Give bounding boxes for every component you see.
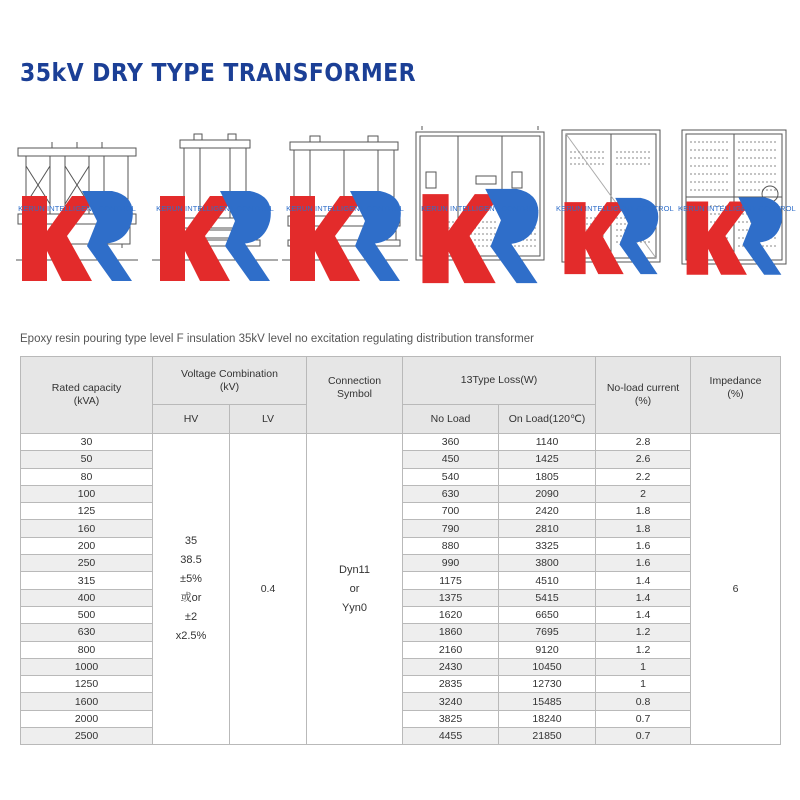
hv-cell-line: 35 <box>184 535 198 548</box>
on-load-cell: 12730 <box>499 676 596 693</box>
header-rated-capacity-text: Rated capacity (kVA) <box>51 382 122 407</box>
no-load-cell: 450 <box>403 451 499 468</box>
no-load-current-cell: 1 <box>596 676 691 693</box>
header-lv: LV <box>230 405 307 434</box>
watermark-text: KERUN INTELLIGENT CONTROL <box>156 204 274 213</box>
no-load-cell: 3240 <box>403 693 499 710</box>
no-load-current-cell: 2 <box>596 485 691 502</box>
header-rated-capacity <box>21 357 153 434</box>
capacity-cell: 1250 <box>21 676 153 693</box>
no-load-cell: 540 <box>403 468 499 485</box>
no-load-current-cell: 1.8 <box>596 520 691 537</box>
header-no-load-current-text: No-load current (%) <box>606 382 680 407</box>
capacity-cell: 1600 <box>21 693 153 710</box>
enclosure-rear-drawing <box>678 122 796 270</box>
on-load-cell: 1140 <box>499 434 596 451</box>
spec-table <box>20 356 781 745</box>
lv-cell: 0.4 <box>230 434 307 745</box>
no-load-current-cell: 2.6 <box>596 451 691 468</box>
watermark-text: KERUN INTELLIGENT CONTROL <box>421 204 539 213</box>
no-load-current-cell: 1.4 <box>596 589 691 606</box>
header-connection-symbol-text: Connection Symbol <box>327 375 382 400</box>
no-load-cell: 790 <box>403 520 499 537</box>
capacity-cell: 400 <box>21 589 153 606</box>
header-hv: HV <box>153 405 230 434</box>
kerun-logo-icon <box>150 162 280 310</box>
watermark-text: KERUN INTELLIGENT CONTROL <box>678 204 796 213</box>
on-load-cell: 7695 <box>499 624 596 641</box>
header-voltage-combination <box>153 357 307 405</box>
impedance-cell: 6 <box>691 434 781 745</box>
kerun-logo-icon <box>556 162 674 310</box>
capacity-cell: 630 <box>21 624 153 641</box>
capacity-cell: 125 <box>21 503 153 520</box>
on-load-cell: 9120 <box>499 641 596 658</box>
kerun-logo-icon <box>412 162 548 310</box>
no-load-current-cell: 1.2 <box>596 624 691 641</box>
no-load-cell: 4455 <box>403 728 499 745</box>
header-no-load: No Load <box>403 405 499 434</box>
header-impedance-text: Impedance (%) <box>709 375 762 400</box>
no-load-current-cell: 1.6 <box>596 537 691 554</box>
table-row <box>21 434 781 451</box>
on-load-cell: 6650 <box>499 606 596 623</box>
on-load-cell: 1805 <box>499 468 596 485</box>
enclosure-front-drawing <box>412 122 548 270</box>
capacity-cell: 2500 <box>21 728 153 745</box>
watermark-text: KERUN INTELLIGENT CONTROL <box>286 204 404 213</box>
on-load-cell: 10450 <box>499 658 596 675</box>
kerun-logo-icon <box>678 162 796 310</box>
on-load-cell: 2420 <box>499 503 596 520</box>
no-load-cell: 2430 <box>403 658 499 675</box>
no-load-current-cell: 2.8 <box>596 434 691 451</box>
no-load-current-cell: 1.2 <box>596 641 691 658</box>
on-load-cell: 5415 <box>499 589 596 606</box>
no-load-current-cell: 0.8 <box>596 693 691 710</box>
no-load-current-cell: 1.4 <box>596 606 691 623</box>
no-load-cell: 2160 <box>403 641 499 658</box>
header-loss: 13Type Loss(W) <box>403 357 596 405</box>
no-load-cell: 2835 <box>403 676 499 693</box>
header-voltage-combination-text: Voltage Combination (kV) <box>181 367 278 393</box>
connection-cell-line: Yyn0 <box>341 601 368 614</box>
header-on-load: On Load(120℃) <box>499 405 596 434</box>
header-connection-symbol <box>307 357 403 434</box>
page-title: 35kV DRY TYPE TRANSFORMER <box>20 58 417 87</box>
spec-table-body <box>21 434 781 745</box>
capacity-cell: 30 <box>21 434 153 451</box>
no-load-cell: 1175 <box>403 572 499 589</box>
no-load-current-cell: 2.2 <box>596 468 691 485</box>
front-view-drawing <box>12 122 142 270</box>
capacity-cell: 1000 <box>21 658 153 675</box>
table-caption: Epoxy resin pouring type level F insulation 35kV level no excitation regulating distribution transformer <box>20 333 534 345</box>
connection-cell-line: or <box>349 582 360 595</box>
on-load-cell: 21850 <box>499 728 596 745</box>
capacity-cell: 500 <box>21 606 153 623</box>
on-load-cell: 18240 <box>499 710 596 727</box>
on-load-cell: 4510 <box>499 572 596 589</box>
capacity-cell: 250 <box>21 555 153 572</box>
connection-cell-line: Dyn11 <box>339 563 370 576</box>
capacity-cell: 800 <box>21 641 153 658</box>
capacity-cell: 50 <box>21 451 153 468</box>
on-load-cell: 2810 <box>499 520 596 537</box>
header-no-load-current <box>596 357 691 434</box>
side-view-drawing <box>150 122 280 270</box>
header-impedance <box>691 357 781 434</box>
hv-cell <box>153 434 230 745</box>
kerun-logo-icon <box>12 162 142 310</box>
on-load-cell: 1425 <box>499 451 596 468</box>
capacity-cell: 2000 <box>21 710 153 727</box>
hv-cell-line: 38.5 <box>180 554 202 567</box>
on-load-cell: 3325 <box>499 537 596 554</box>
no-load-current-cell: 1 <box>596 658 691 675</box>
no-load-cell: 1375 <box>403 589 499 606</box>
watermark-text: KERUN INTELLIGENT CONTROL <box>18 204 136 213</box>
side-view-drawing-2 <box>280 122 410 270</box>
capacity-cell: 80 <box>21 468 153 485</box>
hv-cell-line: 或or <box>180 592 202 605</box>
hv-cell-line: x2.5% <box>175 630 207 643</box>
kerun-logo-icon <box>280 162 410 310</box>
no-load-cell: 3825 <box>403 710 499 727</box>
on-load-cell: 2090 <box>499 485 596 502</box>
no-load-cell: 1620 <box>403 606 499 623</box>
capacity-cell: 160 <box>21 520 153 537</box>
no-load-current-cell: 1.4 <box>596 572 691 589</box>
no-load-cell: 700 <box>403 503 499 520</box>
no-load-cell: 360 <box>403 434 499 451</box>
no-load-cell: 1860 <box>403 624 499 641</box>
on-load-cell: 15485 <box>499 693 596 710</box>
watermark-text: KERUN INTELLIGENT CONTROL <box>556 204 674 213</box>
capacity-cell: 100 <box>21 485 153 502</box>
capacity-cell: 200 <box>21 537 153 554</box>
no-load-cell: 990 <box>403 555 499 572</box>
enclosure-side-drawing <box>556 122 674 270</box>
no-load-current-cell: 1.8 <box>596 503 691 520</box>
capacity-cell: 315 <box>21 572 153 589</box>
no-load-current-cell: 0.7 <box>596 728 691 745</box>
no-load-cell: 880 <box>403 537 499 554</box>
no-load-current-cell: 1.6 <box>596 555 691 572</box>
hv-cell-line: ±2 <box>184 611 198 624</box>
on-load-cell: 3800 <box>499 555 596 572</box>
connection-cell <box>307 434 403 745</box>
no-load-current-cell: 0.7 <box>596 710 691 727</box>
no-load-cell: 630 <box>403 485 499 502</box>
hv-cell-line: ±5% <box>180 573 202 586</box>
